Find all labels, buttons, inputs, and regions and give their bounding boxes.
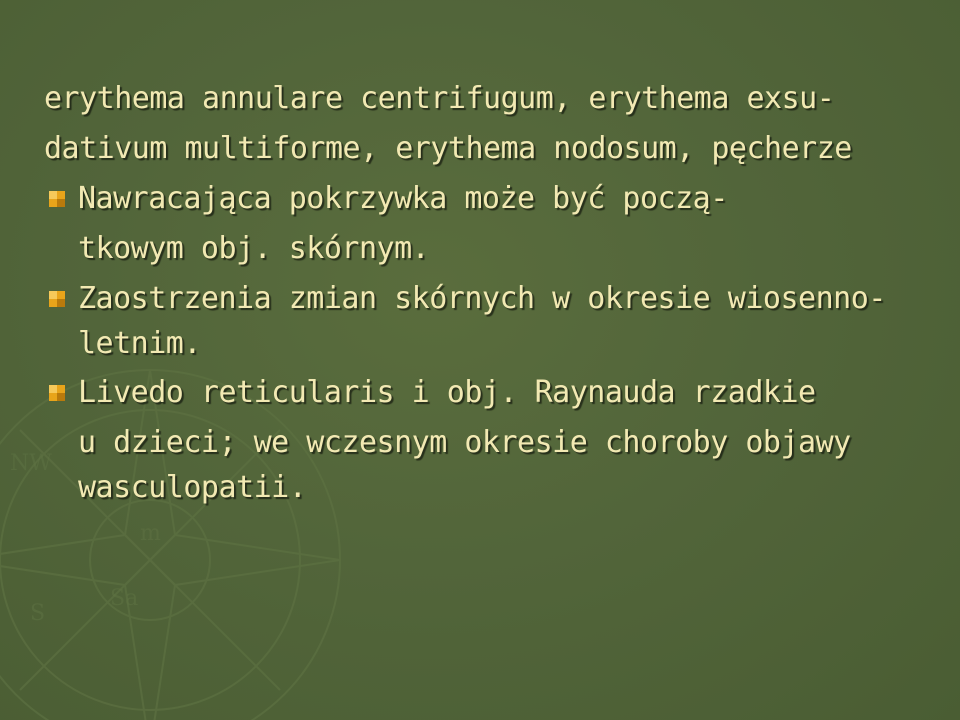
bullet-item xyxy=(44,274,924,364)
slide-body xyxy=(44,74,924,508)
svg-text:m: m xyxy=(140,521,161,546)
bullet-text: Nawracająca pokrzywka może być począ- xyxy=(78,181,728,216)
bullet-item xyxy=(44,174,924,274)
bullet-text: u dzieci; we wczesnym okresie choroby objawy xyxy=(78,425,851,460)
svg-text:S: S xyxy=(30,601,46,626)
bullet-text: Livedo reticularis i obj. Raynauda rzadkie xyxy=(78,375,816,410)
bullet-text: wasculopatii. xyxy=(78,470,307,505)
square-bullet-icon xyxy=(48,384,66,402)
bullet-text: tkowym obj. skórnym. xyxy=(78,231,430,266)
bullet-text: letnim. xyxy=(78,326,201,361)
text-line: dativum multiforme, erythema nodosum, pęcherze xyxy=(44,131,852,166)
text-line: erythema annulare centrifugum, erythema exsu- xyxy=(44,81,835,116)
square-bullet-icon xyxy=(48,190,66,208)
svg-text:NW: NW xyxy=(10,451,52,476)
bullet-item xyxy=(44,368,924,508)
svg-text:Sa: Sa xyxy=(110,586,139,611)
bullet-text: Zaostrzenia zmian skórnych w okresie wiosenno- xyxy=(78,281,886,316)
square-bullet-icon xyxy=(48,290,66,308)
